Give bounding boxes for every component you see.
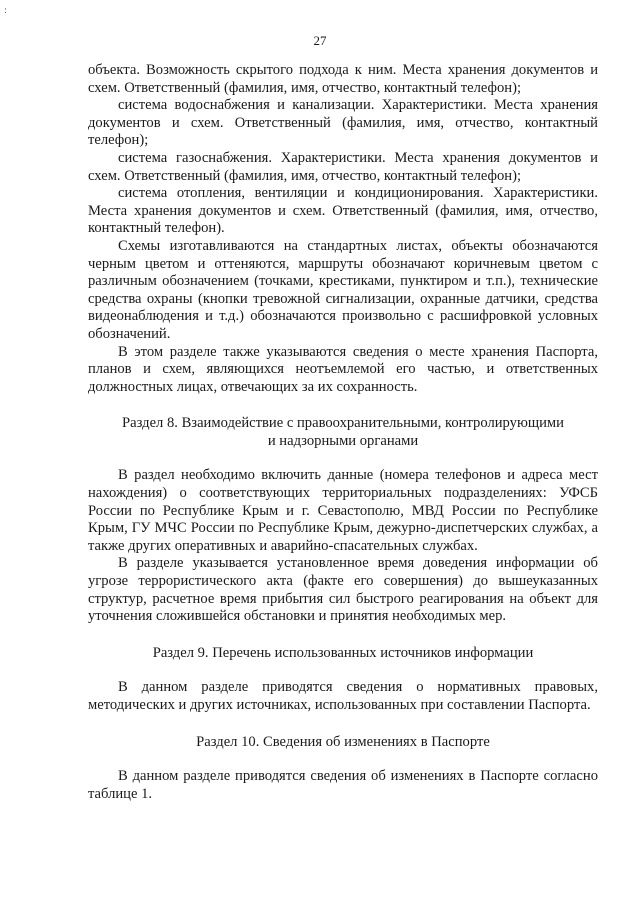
paragraph-object-access: объекта. Возможность скрытого подхода к ним. Места хранения документов и схем. Ответственный (фамилия, имя, отчество, контактный телефон); (88, 62, 598, 96)
section-8-heading-line1: Раздел 8. Взаимодействие с правоохранительными, контролирующими (122, 415, 564, 432)
paragraph-water-supply: система водоснабжения и канализации. Характеристики. Места хранения документов и схем. Ответственный (фамилия, имя, отчество, контактный телефон); (88, 97, 598, 149)
paragraph-interaction-contacts: В раздел необходимо включить данные (номера телефонов и адреса мест нахождения) о соответствующих территориальных подразделениях: УФСБ России по Республике Крым и г. Севастополю, МВД России по Республике Крым, ГУ МЧС России по Республике Крым, дежурно-диспетчерских службах, а также других оперативных и аварийно-спасательных службах. (88, 467, 598, 554)
section-10-heading: Раздел 10. Сведения об изменениях в Паспорте (196, 733, 490, 750)
section-9-heading: Раздел 9. Перечень использованных источников информации (152, 644, 534, 661)
paragraph-changes: В данном разделе приводятся сведения об изменениях в Паспорте согласно таблице 1. (88, 768, 598, 802)
paragraph-gas-supply: система газоснабжения. Характеристики. Места хранения документов и схем. Ответственный (фамилия, имя, отчество, контактный телефон); (88, 149, 598, 184)
section-8-heading (88, 415, 598, 450)
corner-mark: : (4, 6, 8, 16)
section-8-heading-line2: и надзорными органами (267, 432, 419, 449)
paragraph-schemes: Схемы изготавливаются на стандартных листах, объекты обозначаются черным цветом и оттеняются, маршруты обозначают коричневым цветом с различным обозначением (точками, крестиками, пунктиром и т.п.), технические средства охраны (кнопки тревожной сигнализации, охранные датчики, средства видеонаблюдения и т.д.) обозначаются произвольно с расшифровкой условных обозначений. (88, 237, 598, 342)
paragraph-sources: В данном разделе приводятся сведения о нормативных правовых, методических и других источниках, использованных при составлении Паспорта. (88, 679, 598, 713)
paragraph-response-time: В разделе указывается установленное время доведения информации об угрозе террористического акта (факте его совершения) до вышеуказанных структур, расчетное время прибытия сил быстрого реагирования на объект для уточнения сложившейся обстановки и принятия необходимых мер. (88, 555, 598, 625)
page-number: 27 (313, 33, 327, 48)
paragraph-passport-storage: В этом разделе также указываются сведения о месте хранения Паспорта, планов и схем, являющихся неотъемлемой его частью, и ответственных должностных лицах, отвечающих за их сохранность. (88, 343, 598, 395)
paragraph-heating: система отопления, вентиляции и кондиционирования. Характеристики. Места хранения документов и схем. Ответственный (фамилия, имя, отчество, контактный телефон). (88, 185, 598, 237)
document-body (88, 62, 598, 803)
